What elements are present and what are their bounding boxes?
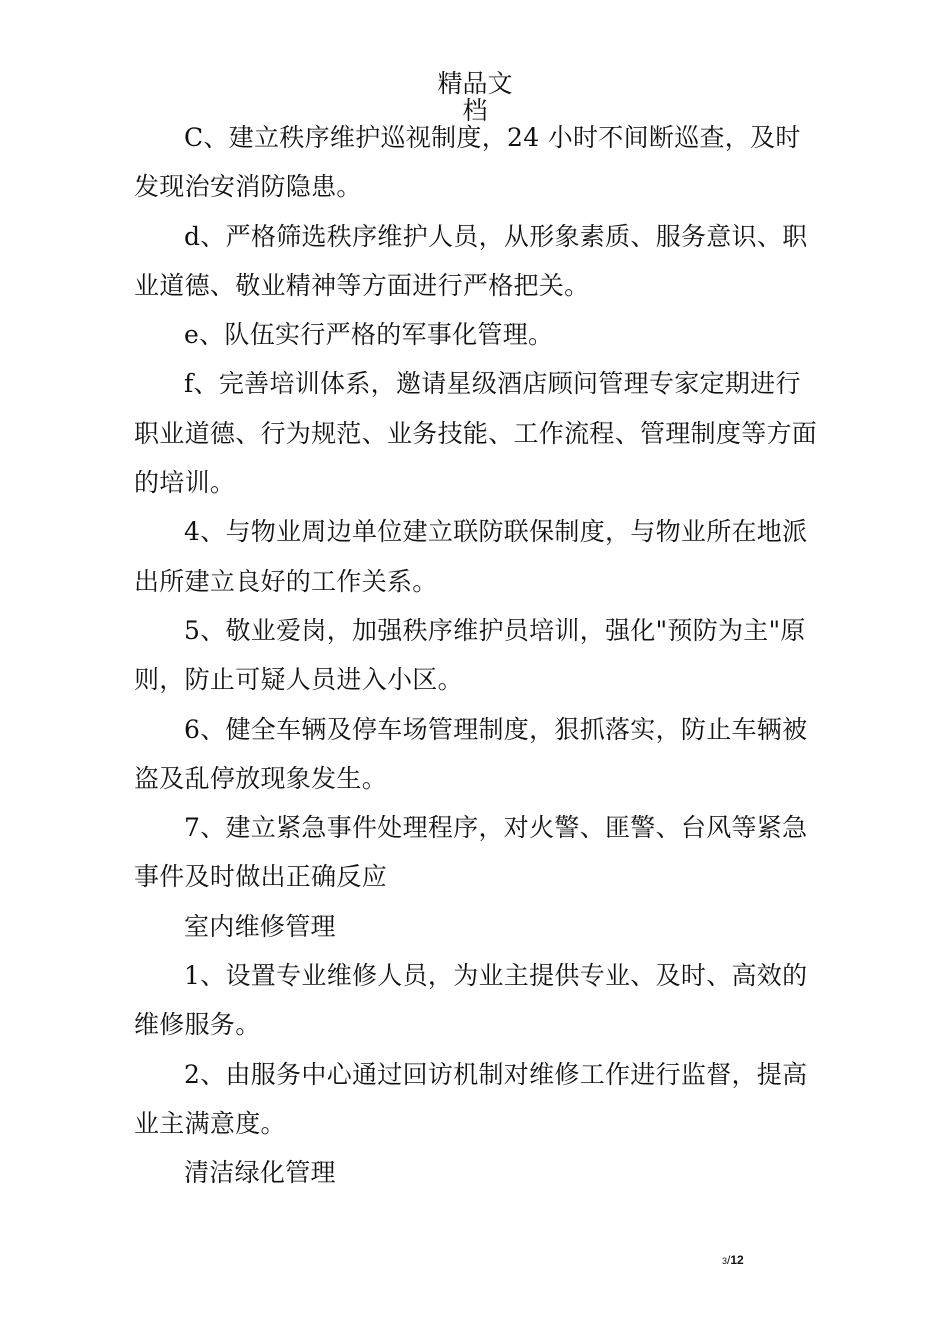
section-heading: 室内维修管理 [184, 911, 336, 941]
page-current: 3 [722, 1256, 728, 1266]
page-number [722, 1253, 744, 1267]
document-header: 精品文 [437, 69, 513, 98]
page-total: 12 [730, 1253, 744, 1267]
page-separator: / [727, 1253, 731, 1267]
paragraph: 7、建立紧急事件处理程序，对火警、匪警、台风等紧急事件及时做出正确反应 [134, 813, 808, 892]
paragraph: e、队伍实行严格的军事化管理。 [184, 320, 554, 350]
paragraph: 1、设置专业维修人员，为业主提供专业、及时、高效的维修服务。 [134, 961, 808, 1040]
document-body [134, 113, 824, 1198]
document-header-continued: 档 [462, 96, 488, 125]
paragraph: 5、敬业爱岗，加强秩序维护员培训，强化"预防为主"原则，防止可疑人员进入小区。 [134, 615, 806, 695]
paragraph: 6、健全车辆及停车场管理制度，狠抓落实，防止车辆被盗及乱停放现象发生。 [134, 714, 808, 793]
paragraph: f、完善培训体系，邀请星级酒店顾问管理专家定期进行职业道德、行为规范、业务技能、工作流程、管理制度等方面的培训。 [134, 369, 818, 498]
paragraph: 2、由服务中心通过回访机制对维修工作进行监督，提高业主满意度。 [134, 1059, 808, 1138]
paragraph: C、建立秩序维护巡视制度，24 小时不间断巡查，及时发现治安消防隐患。 [134, 123, 801, 202]
paragraph: d、严格筛选秩序维护人员，从形象素质、服务意识、职业道德、敬业精神等方面进行严格把关。 [134, 221, 808, 300]
paragraph: 4、与物业周边单位建立联防联保制度，与物业所在地派出所建立良好的工作关系。 [134, 517, 808, 596]
section-heading: 清洁绿化管理 [184, 1158, 336, 1188]
